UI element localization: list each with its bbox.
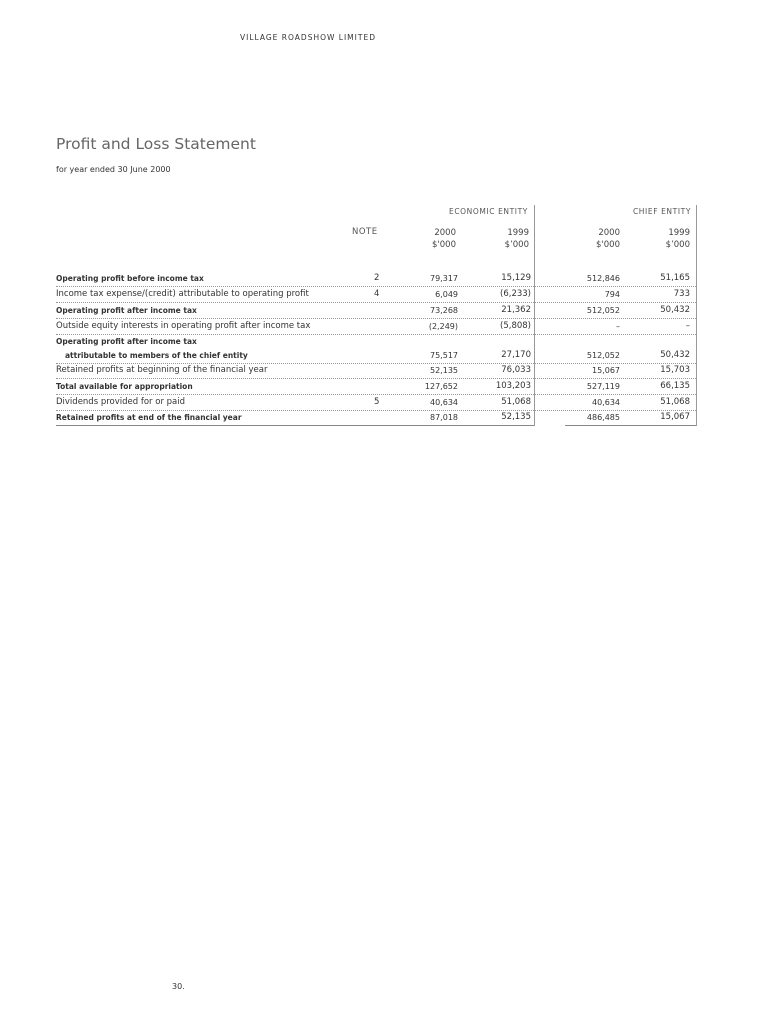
table-row — [56, 410, 696, 425]
row-value: 15,067 — [660, 412, 690, 422]
note-column-header: NOTE — [352, 227, 378, 237]
row-note: 5 — [374, 397, 380, 407]
row-note: 2 — [374, 273, 380, 283]
column-unit: $’000 — [665, 240, 690, 250]
row-label: Outside equity interests in operating profit after income tax — [56, 321, 311, 331]
row-value: – — [616, 322, 620, 331]
row-value: 79,317 — [430, 274, 458, 283]
column-unit: $’000 — [504, 240, 529, 250]
row-value: 127,652 — [424, 382, 458, 391]
row-value: 51,165 — [660, 273, 690, 283]
row-value: (6,233) — [500, 289, 531, 299]
row-label: Retained profits at beginning of the financial year — [56, 365, 268, 375]
row-label: Income tax expense/(credit) attributable to operating profit — [56, 289, 309, 299]
row-value: 15,703 — [660, 365, 690, 375]
column-year: 2000 — [598, 228, 620, 238]
row-label: Dividends provided for or paid — [56, 397, 186, 407]
column-unit: $'000 — [596, 240, 620, 250]
row-value: 87,018 — [430, 413, 458, 422]
page-number: 30. — [172, 982, 185, 991]
column-header-economic-1999 — [475, 227, 529, 251]
page-subtitle: for year ended 30 June 2000 — [56, 165, 171, 174]
column-header-chief-1999 — [636, 227, 690, 251]
row-value: 50,432 — [660, 350, 690, 360]
row-label: Operating profit before income tax — [56, 274, 204, 283]
table-bottom-rule — [565, 425, 696, 426]
column-year: 1999 — [668, 228, 690, 238]
row-label: Total available for appropriation — [56, 382, 193, 391]
table-row — [56, 271, 696, 287]
row-label: Retained profits at end of the financial year — [56, 413, 242, 422]
row-value: 21,362 — [501, 305, 531, 315]
row-value: 52,135 — [501, 412, 531, 422]
row-value: 794 — [604, 290, 620, 299]
row-value: – — [685, 321, 690, 331]
column-year: 2000 — [434, 228, 456, 238]
row-note: 4 — [374, 289, 380, 299]
table-row — [56, 363, 696, 379]
row-value: 15,129 — [501, 273, 531, 283]
row-label-line: attributable to members of the chief entity — [65, 351, 248, 360]
row-value: 15,067 — [592, 366, 620, 375]
row-value: 527,119 — [586, 382, 620, 391]
row-value: 103,203 — [495, 381, 531, 391]
row-label — [56, 335, 248, 363]
row-value: 512,052 — [586, 351, 620, 360]
table-row — [56, 335, 696, 364]
row-value: 6,049 — [435, 290, 458, 299]
table-row — [56, 303, 696, 319]
row-value: 76,033 — [501, 365, 531, 375]
economic-entity-header: ECONOMIC ENTITY — [448, 207, 528, 216]
row-value: 52,135 — [430, 366, 458, 375]
table-row — [56, 379, 696, 395]
row-value: 486,485 — [586, 413, 620, 422]
row-value: 50,432 — [660, 305, 690, 315]
row-value: 733 — [673, 289, 690, 299]
row-value: (5,808) — [500, 321, 531, 331]
row-value: 512,052 — [586, 306, 620, 315]
row-value: 75,517 — [430, 351, 458, 360]
row-value: 40,634 — [592, 398, 620, 407]
column-header-economic-2000 — [402, 227, 456, 251]
row-value: (2,249) — [428, 322, 458, 331]
table-bottom-rule — [56, 425, 534, 426]
page-title: Profit and Loss Statement — [56, 135, 256, 153]
table-row — [56, 319, 696, 335]
row-value: 512,846 — [586, 274, 620, 283]
row-value: 51,068 — [501, 397, 531, 407]
row-value: 73,268 — [430, 306, 458, 315]
table-row — [56, 395, 696, 411]
row-value: 40,634 — [430, 398, 458, 407]
chief-entity-header: CHIEF ENTITY — [632, 207, 691, 216]
row-label-line: Operating profit after income tax — [56, 337, 197, 346]
row-value: 27,170 — [501, 350, 531, 360]
row-value: 51,068 — [660, 397, 690, 407]
table-row — [56, 287, 696, 303]
column-year: 1999 — [507, 228, 529, 238]
company-name: VILLAGE ROADSHOW LIMITED — [240, 33, 376, 42]
row-value: 66,135 — [660, 381, 690, 391]
chief-entity-divider — [696, 205, 697, 426]
row-label: Operating profit after income tax — [56, 306, 197, 315]
column-header-chief-2000 — [566, 227, 620, 251]
column-unit: $'000 — [432, 240, 456, 250]
